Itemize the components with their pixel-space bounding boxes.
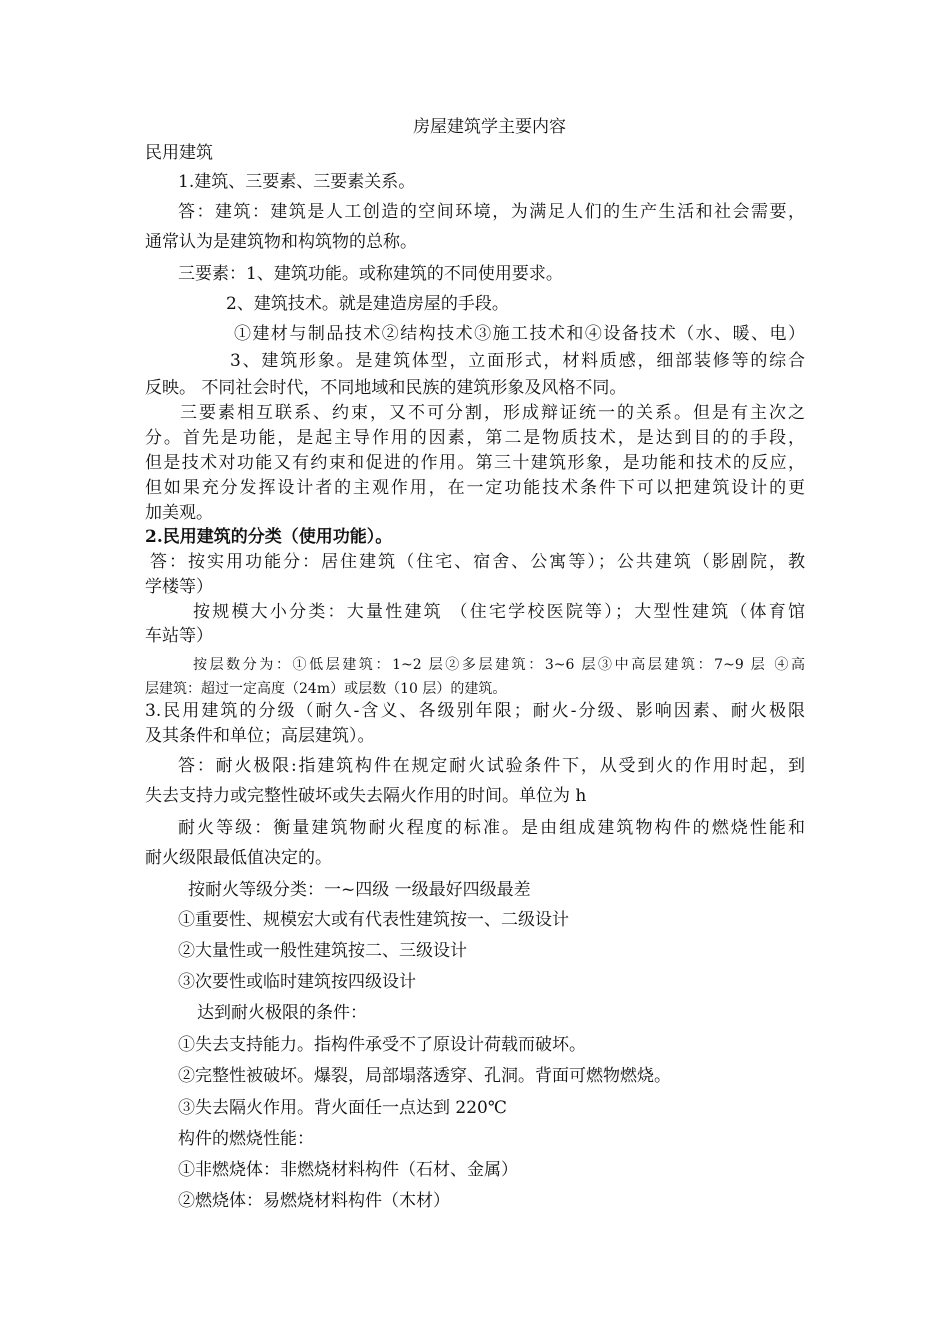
list-item: ①非燃烧体：非燃烧材料构件（石材、金属） [178, 1160, 518, 1180]
section-heading: 民用建筑 [145, 143, 213, 163]
paragraph-line: 但是技术对功能又有约束和促进的作用。第三十建筑形象，是功能和技术的反应， [145, 453, 805, 473]
paragraph-line: 答：耐火极限:指建筑构件在规定耐火试验条件下，从受到火的作用时起，到 [178, 756, 805, 776]
paragraph-line: 按规模大小分类：大量性建筑 （住宅学校医院等）；大型性建筑（体育馆 [193, 602, 805, 622]
paragraph-line: 三要素：1、建筑功能。或称建筑的不同使用要求。 [178, 264, 563, 284]
paragraph-line: 按层数分为：①低层建筑：1~2 层②多层建筑：3~6 层③中高层建筑：7~9 层 ④高 [193, 657, 805, 673]
paragraph-line: 但如果充分发挥设计者的主观作用，在一定功能技术条件下可以把建筑设计的更 [145, 478, 805, 498]
question-heading: 2.民用建筑的分类（使用功能）。 [145, 527, 393, 547]
paragraph-line: 耐火级限最低值决定的。 [145, 848, 332, 868]
list-item: ①失去支持能力。指构件承受不了原设计荷载而破坏。 [178, 1035, 586, 1055]
paragraph-line: 层建筑：超过一定高度（24m）或层数（10 层）的建筑。 [145, 681, 507, 697]
paragraph-line: 及其条件和单位；高层建筑）。 [145, 726, 375, 746]
page-title: 房屋建筑学主要内容 [413, 117, 566, 137]
paragraph-line: 达到耐火极限的条件： [197, 1003, 367, 1023]
list-item: ②完整性被破坏。爆裂，局部塌落透穿、孔洞。背面可燃物燃烧。 [178, 1066, 671, 1086]
paragraph-line: 加美观。 [145, 503, 213, 523]
question-heading: 3.民用建筑的分级（耐久-含义、各级别年限；耐火-分级、影响因素、耐火极限 [145, 701, 805, 721]
paragraph-line: ①建材与制品技术②结构技术③施工技术和④设备技术（水、暖、电） [234, 324, 805, 344]
paragraph-line: 学楼等） [145, 577, 213, 597]
paragraph-line: 车站等） [145, 626, 213, 646]
paragraph-line: 答：按实用功能分：居住建筑（住宅、宿舍、公寓等）；公共建筑（影剧院，教 [150, 552, 805, 572]
list-item: ③次要性或临时建筑按四级设计 [178, 972, 416, 992]
list-item: ①重要性、规模宏大或有代表性建筑按一、二级设计 [178, 910, 569, 930]
paragraph-line: 2、建筑技术。就是建造房屋的手段。 [226, 294, 509, 314]
list-item: ②大量性或一般性建筑按二、三级设计 [178, 941, 467, 961]
paragraph-line: 失去支持力或完整性破坏或失去隔火作用的时间。单位为 h [145, 786, 587, 806]
paragraph-line: 分。首先是功能，是起主导作用的因素，第二是物质技术，是达到目的的手段， [145, 428, 805, 448]
list-item: ②燃烧体：易燃烧材料构件（木材） [178, 1191, 450, 1211]
list-item: ③失去隔火作用。背火面任一点达到 220℃ [178, 1098, 507, 1118]
paragraph-line: 耐火等级：衡量建筑物耐火程度的标准。是由组成建筑物构件的燃烧性能和 [178, 818, 805, 838]
paragraph-line: 构件的燃烧性能： [178, 1129, 314, 1149]
paragraph-line: 按耐火等级分类：一~四级 一级最好四级最差 [188, 880, 531, 900]
paragraph-line: 反映。 不同社会时代，不同地域和民族的建筑形象及风格不同。 [145, 378, 627, 398]
paragraph-line: 三要素相互联系、约束，又不可分割，形成辩证统一的关系。但是有主次之 [180, 403, 805, 423]
paragraph-line: 答：建筑：建筑是人工创造的空间环境，为满足人们的生产生活和社会需要， [178, 202, 805, 222]
question-heading: 1.建筑、三要素、三要素关系。 [178, 172, 416, 192]
paragraph-line: 通常认为是建筑物和构筑物的总称。 [145, 232, 417, 252]
paragraph-line: 3、建筑形象。是建筑体型，立面形式，材料质感，细部装修等的综合 [230, 351, 805, 371]
